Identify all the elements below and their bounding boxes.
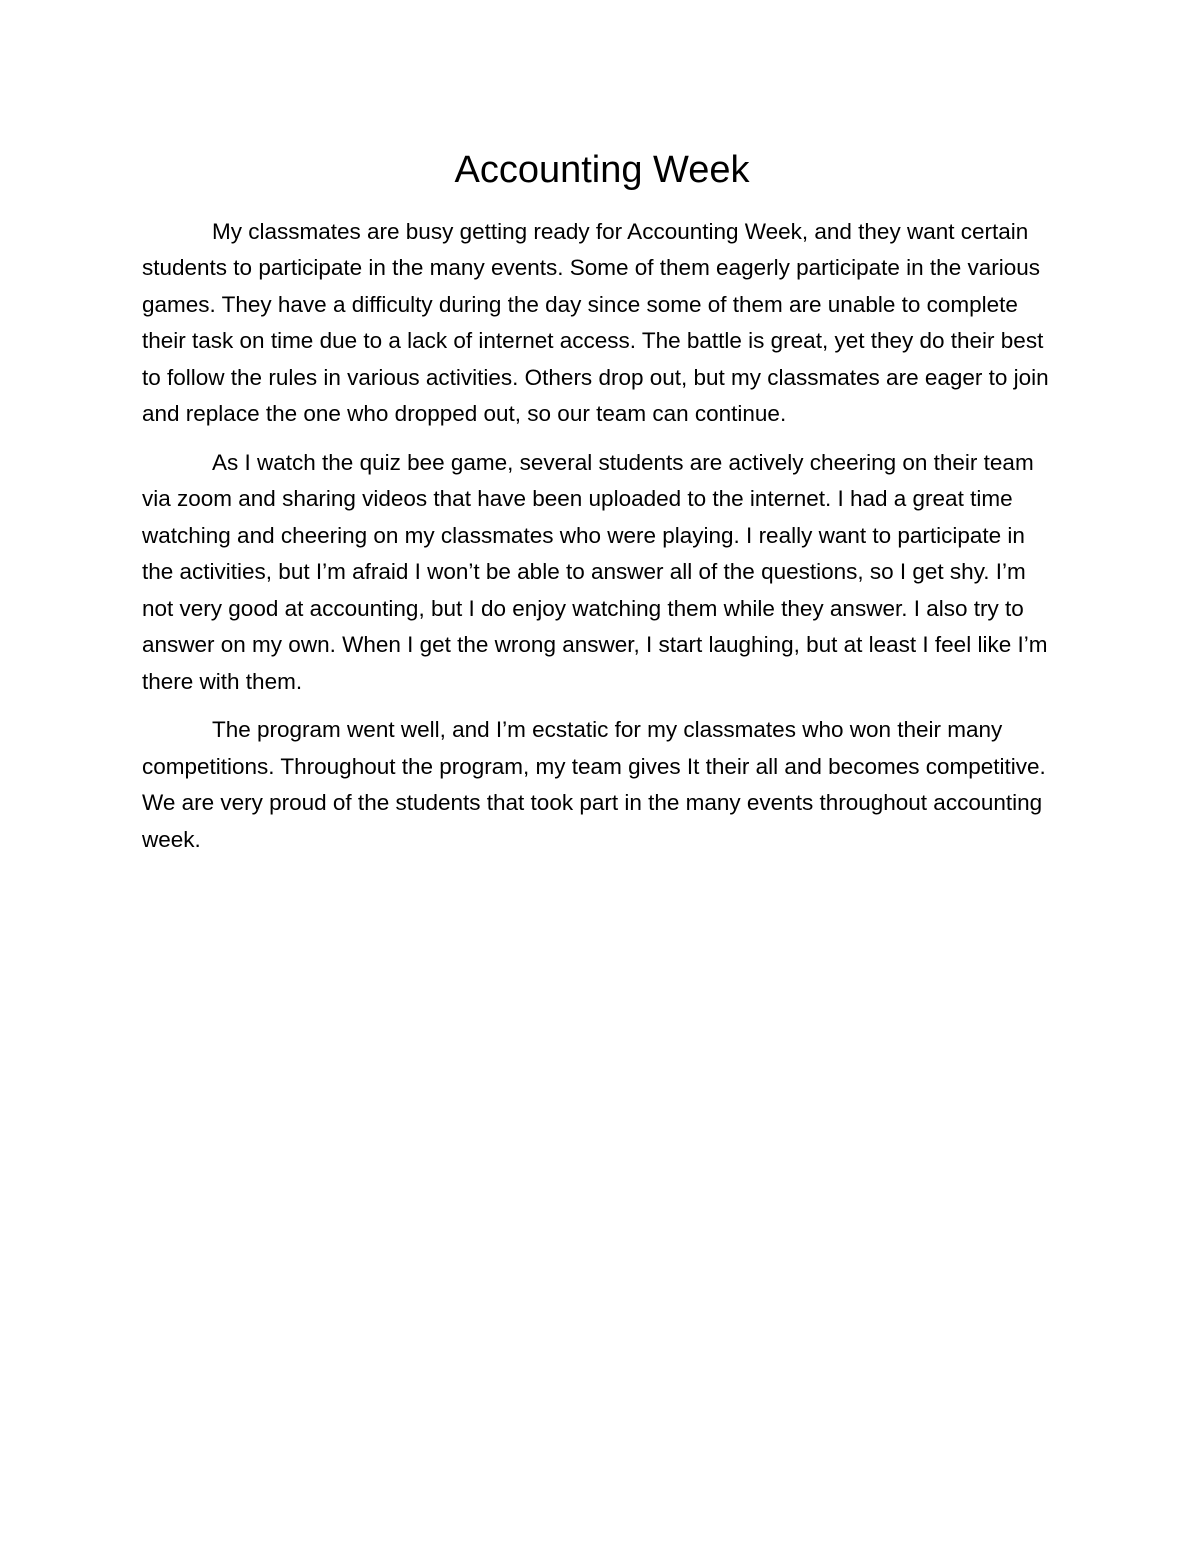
paragraph-2: As I watch the quiz bee game, several students are actively cheering on their team via zoom and sharing videos that have been uploaded to the internet. I had a great time watching and cheering on my classmates who were playing. I really want to participate in the activities, but I’m afraid I won’t be able to answer all of the questions, so I get shy. I’m not very good at accounting, but I do enjoy watching them while they answer. I also try to answer on my own. When I get the wrong answer, I start laughing, but at least I feel like I’m there with them. — [142, 449, 1048, 694]
document-body — [142, 148, 1062, 870]
document-title: Accounting Week — [454, 149, 750, 191]
paragraph-3: The program went well, and I’m ecstatic for my classmates who won their many competitions. Throughout the program, my team gives It their all and becomes competitive. We are very proud of the students that took part in the many events throughout accounting week. — [142, 717, 1046, 852]
paragraph-1: My classmates are busy getting ready for Accounting Week, and they want certain students to participate in the many events. Some of them eagerly participate in the various games. They have a difficulty during the day since some of them are unable to complete their task on time due to a lack of internet access. The battle is great, yet they do their best to follow the rules in various activities. Others drop out, but my classmates are eager to join and replace the one who dropped out, so our team can continue. — [142, 218, 1049, 427]
